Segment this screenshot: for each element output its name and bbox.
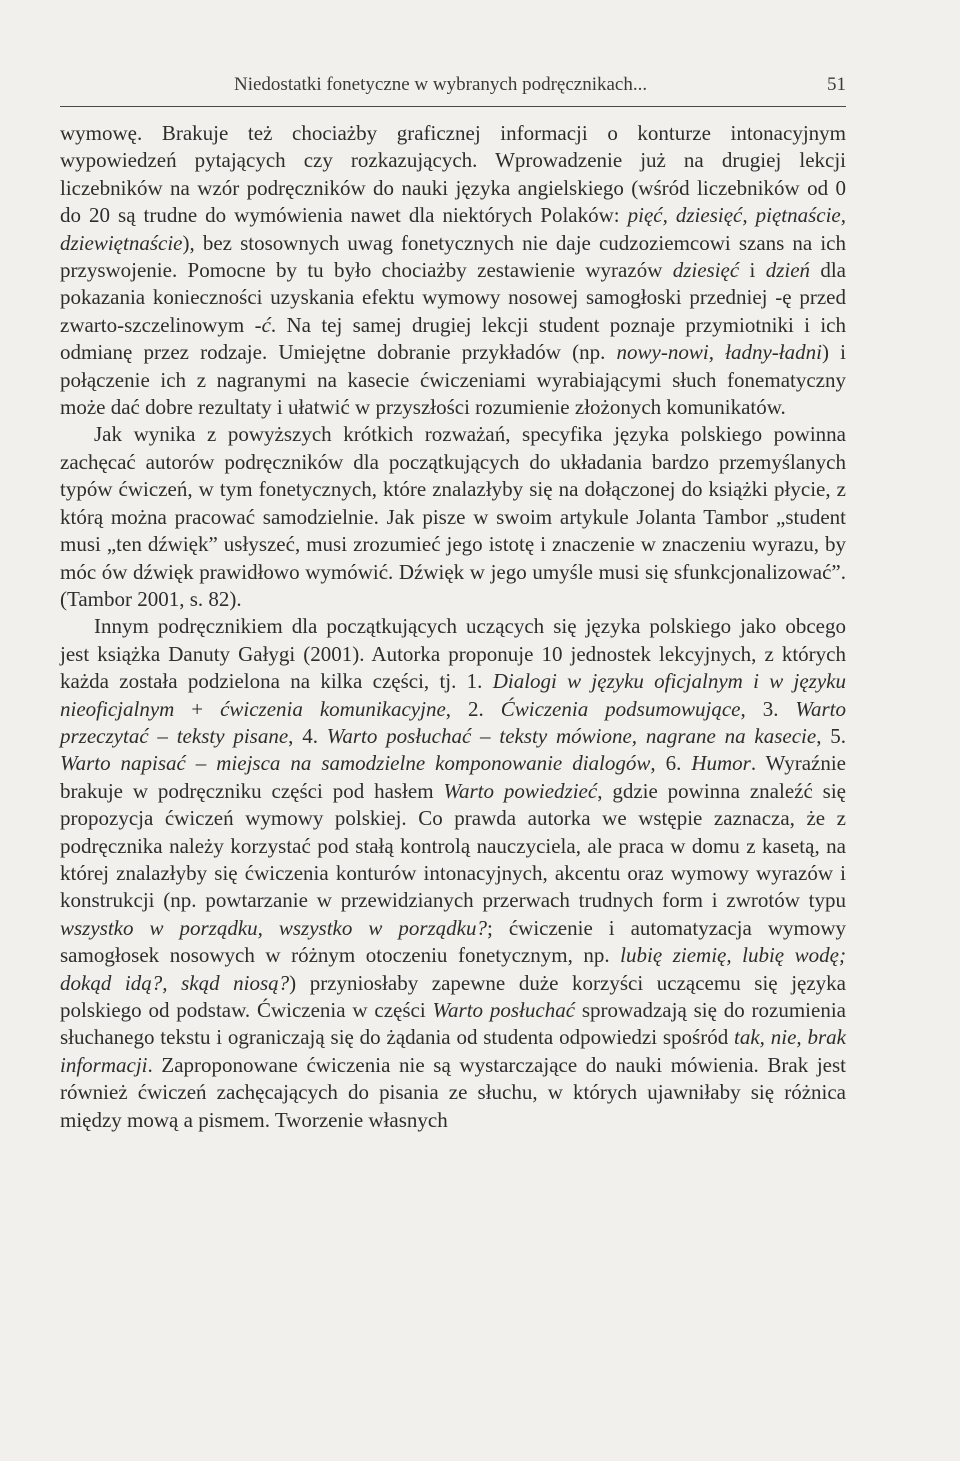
text-run: , 3.: [740, 696, 796, 721]
running-title: Niedostatki fonetyczne w wybranych podręcznikach...: [234, 74, 648, 95]
italic-text: tak, nie, brak informacji: [60, 1025, 846, 1077]
italic-text: wszystko w porządku, wszystko w porządku?: [60, 915, 488, 940]
italic-text: Warto posłuchać: [432, 998, 576, 1022]
text-run: ) i połączenie ich z nagranymi na kasecie ćwiczeniami wyrabiającymi słuch fonematyczny może dać dobre rezultaty i ułatwić w przyszłości rozumienie złożonych komunikatów.: [60, 340, 846, 420]
paragraph: [60, 421, 846, 613]
text-run: ), bez stosownych uwag fonetycznych nie daje cudzoziemcowi szans na ich przyswojenie. Pomocne by tu było chociażby zestawienie wyrazów: [60, 230, 846, 283]
italic-text: lubię ziemię, lubię wodę; dokąd idą?, skąd niosą?: [60, 943, 846, 995]
text-run: , 4.: [288, 723, 327, 748]
italic-text: dziesięć: [672, 258, 740, 283]
italic-text: Dialogi w języku oficjalnym i w języku nieoficjalnym: [60, 669, 846, 721]
text-run: ; ćwiczenie i automatyzacja wymowy samogłosek nosowych w różnym otoczeniu fonetycznym, np.: [60, 915, 846, 968]
text-run: , 5.: [816, 723, 846, 748]
paragraph: [60, 120, 846, 421]
body-text: [60, 120, 846, 1134]
text-run: Innym podręcznikiem dla początkujących uczących się języka polskiego jako obcego jest książka Danuty Gałygi (2001). Autorka proponuje 10 jednostek lekcyjnych, z których każda została podzielona na kilka części, tj. 1.: [60, 614, 846, 694]
italic-text: Humor: [691, 751, 751, 776]
text-run: Jak wynika z powyższych krótkich rozważań, specyfika języka polskiego powinna zachęcać autorów podręczników dla początkujących do układania bardzo przemyślanych typów ćwiczeń, w tym fonetycznych, które znalazłyby się na dołączonej do książki płycie, z którą można pracować samodzielnie. Jak pisze w swoim artykule Jolanta Tambor „student musi „ten dźwięk” usłyszeć, musi zrozumieć jego istotę i znaczenie w znaczeniu wyrazu, by móc ów dźwięk prawidłowo wymówić. Dźwięk w jego umyśle musi się sfunkcjonalizować”. (Tambor 2001, s. 82).: [60, 422, 846, 611]
italic-text: -ć: [254, 312, 271, 337]
text-run: . Zaproponowane ćwiczenia nie są wystarczające do nauki mówienia. Brak jest również ćwiczeń zachęcających do pisania ze słuchu, w których ujawniłaby się różnica między mową a pismem. Tworzenie własnych: [60, 1052, 846, 1132]
italic-text: Warto napisać – miejsca na samodzielne komponowanie dialogów: [60, 751, 651, 776]
italic-text: Warto przeczytać – teksty pisane: [60, 696, 846, 748]
text-run: wymowę. Brakuje też chociażby graficznej informacji o konturze intonacyjnym wypowiedzeń pytających czy rozkazujących. Wprowadzenie już na drugiej lekcji liczebników na wzór podręczników do nauki języka angielskiego (wśród liczebników od 0 do 20 są trudne do wymówienia nawet dla niektórych Polaków:: [60, 121, 846, 228]
header-rule: [60, 106, 846, 107]
page-number: 51: [827, 74, 846, 95]
italic-text: dzień: [765, 258, 811, 283]
running-head: [60, 74, 846, 96]
italic-text: pięć, dziesięć, piętnaście, dziewiętnaście: [60, 203, 846, 255]
italic-text: Ćwiczenia podsumowujące: [500, 696, 741, 721]
text-run: , 2.: [445, 696, 501, 721]
text-run: +: [174, 696, 221, 721]
italic-text: Warto powiedzieć: [443, 778, 598, 803]
italic-text: Warto posłuchać – teksty mówione, nagrane na kasecie: [326, 723, 817, 748]
paragraph: [60, 613, 846, 1134]
text-run: sprowadzają się do rozumienia słuchanego tekstu i ograniczają się do żądania od studenta odpowiedzi spośród: [60, 998, 846, 1050]
text-run: ) przyniosłaby zapewne duże korzyści uczącemu się języka polskiego od podstaw. Ćwiczenia w części: [60, 970, 847, 1022]
text-run: , 6.: [650, 751, 692, 776]
text-run: , gdzie powinna znaleźć się propozycja ćwiczeń wymowy polskiej. Co prawda autorka we wstępie zaznacza, że z podręcznika należy korzystać pod stałą kontrolą nauczyciela, ale praca w domu z kasetą, na której znalazłyby się ćwiczenia konturów intonacyjnych, akcentu oraz wymowy wyrazów i konstrukcji (np. powtarzanie w przewidzianych przerwach trudnych form i zwrotów typu: [60, 778, 846, 913]
text-run: . Wyraźnie brakuje w podręczniku części pod hasłem: [60, 751, 847, 803]
text-run: . Na tej samej drugiej lekcji student poznaje przymiotniki i ich odmianę przez rodzaje. Umiejętne dobranie przykładów (np.: [60, 312, 846, 365]
text-run: i: [739, 258, 766, 283]
italic-text: ćwiczenia komunikacyjne: [220, 696, 446, 721]
text-run: dla pokazania konieczności uzyskania efektu wymowy nosowej samogłoski przedniej -ę przed zwarto-szczelinowym: [60, 258, 846, 337]
italic-text: nowy-nowi, ładny-ładni: [616, 340, 822, 365]
